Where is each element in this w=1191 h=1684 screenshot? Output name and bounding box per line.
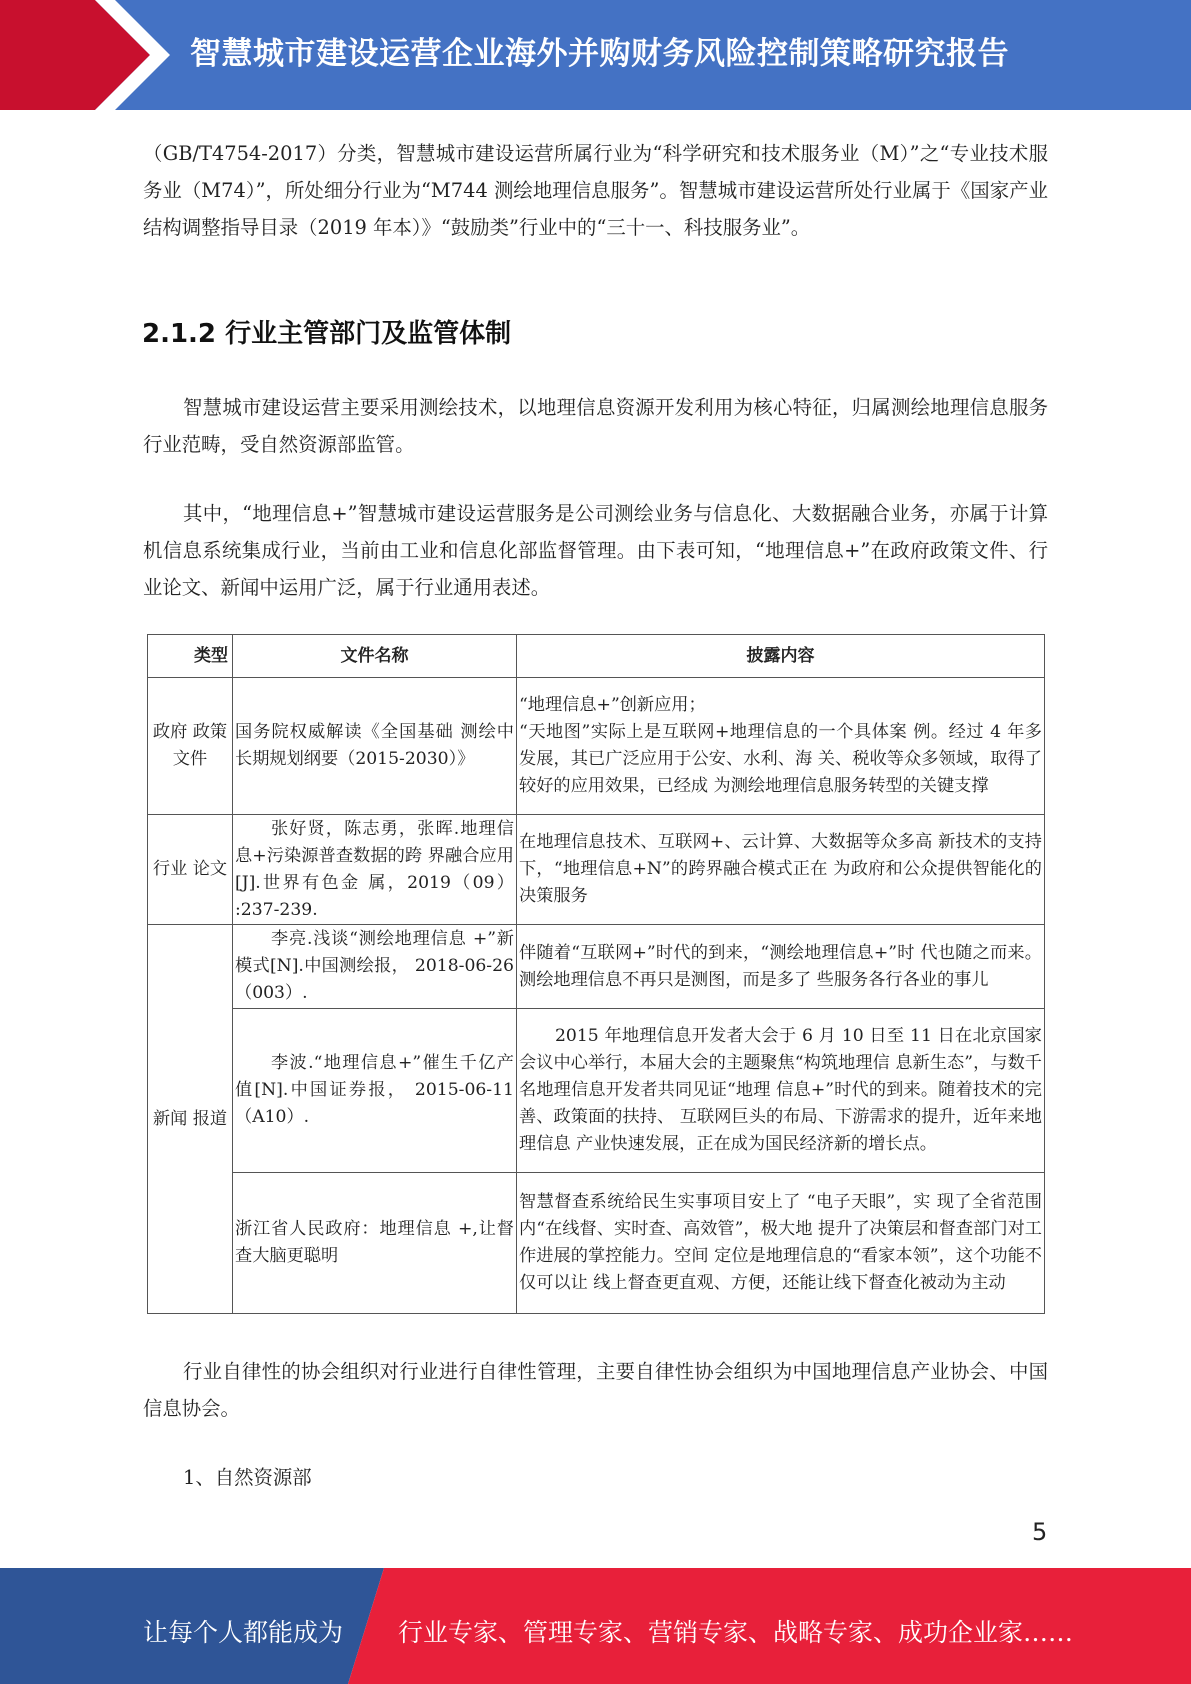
content-cell xyxy=(517,678,1045,815)
doc-cell: 张好贤，陈志勇，张晖.地理信息+污染源普查数据的跨 界融合应用[J].世界有色金 属，2019（09） :237-239. xyxy=(233,815,517,925)
content-line: “天地图”实际上是互联网+地理信息的一个具体案 例。经过 4 年多发展，其已广泛应用于公安、水利、海 关、税收等众多领域，取得了较好的应用效果，已经成 为测绘地理信息服务转型的关键支撑 xyxy=(519,722,1042,796)
table-row xyxy=(148,925,1045,1009)
footer-slogan-left: 让每个人都能成为 xyxy=(143,1618,344,1647)
content-cell: 伴随着“互联网+”时代的到来，“测绘地理信息+”时 代也随之而来。测绘地理信息不再只是测图，而是多了 些服务各行各业的事儿 xyxy=(517,925,1045,1009)
doc-cell: 国务院权威解读《全国基础 测绘中长期规划纲要（2015-2030）》 xyxy=(233,678,517,815)
content-cell: 2015 年地理信息开发者大会于 6 月 10 日至 11 日在北京国家会议中心举行，本届大会的主题聚焦“构筑地理信 息新生态”，与数千名地理信息开发者共同见证“地理 信息+”时代的到来。随着技术的完善、政策面的扶持、 互联网巨头的布局、下游需求的提升，近年来地理信息 产业快速发展，正在成为国民经济新的增长点。 xyxy=(517,1009,1045,1173)
doc-cell: 李波.“地理信息+”催生千亿产值[N].中国证券报， 2015-06-11（A10）. xyxy=(233,1009,517,1173)
type-cell: 政府 政策 文件 xyxy=(148,678,233,815)
table-row xyxy=(148,678,1045,815)
table-row xyxy=(148,1009,1045,1173)
header-type: 类型 xyxy=(148,635,233,678)
section-heading: 2.1.2 行业主管部门及监管体制 xyxy=(142,319,512,349)
table-row xyxy=(148,815,1045,925)
content-cell: 在地理信息技术、互联网+、云计算、大数据等众多高 新技术的支持下，“地理信息+N”的跨界融合模式正在 为政府和公众提供智能化的决策服务 xyxy=(517,815,1045,925)
body-paragraph-1: 智慧城市建设运营主要采用测绘技术，以地理信息资源开发利用为核心特征，归属测绘地理信息服务行业范畴，受自然资源部监管。 xyxy=(143,396,1048,456)
table-row xyxy=(148,1173,1045,1314)
page-header xyxy=(0,0,1191,110)
content-cell: 智慧督查系统给民生实事项目安上了 “电子天眼”，实 现了全省范围内“在线督、实时查、高效管”，极大地 提升了决策层和督查部门对工作进展的掌控能力。空间 定位是地理信息的“看家本领”，这个功能不仅可以让 线上督查更直观、方便，还能让线下督查化被动为主动 xyxy=(517,1173,1045,1314)
page-footer xyxy=(0,1568,1191,1684)
page-number: 5 xyxy=(1032,1518,1048,1546)
report-title: 智慧城市建设运营企业海外并购财务风险控制策略研究报告 xyxy=(190,36,1009,72)
footer-slogan-right: 行业专家、管理专家、营销专家、战略专家、成功企业家…… xyxy=(398,1618,1074,1647)
list-item: 1、自然资源部 xyxy=(183,1466,312,1489)
content-line: “地理信息+”创新应用； xyxy=(519,695,706,715)
doc-cell: 李亮.浅谈“测绘地理信息 +”新模式[N].中国测绘报， 2018-06-26 （003）. xyxy=(233,925,517,1009)
intro-paragraph: （GB/T4754-2017）分类，智慧城市建设运营所属行业为“科学研究和技术服务业（M）”之“专业技术服务业（M74）”，所处细分行业为“M744 测绘地理信息服务”。智慧城市建设运营所处行业属于《国家产业结构调整指导目录（2019 年本）》“鼓励类”行业中的“三十一、科技服务业”。 xyxy=(143,142,1048,239)
doc-cell: 浙江省人民政府：地理信息 +,让督查大脑更聪明 xyxy=(233,1173,517,1314)
table-header-row xyxy=(148,635,1045,678)
header-doc-name: 文件名称 xyxy=(233,635,517,678)
disclosure-table xyxy=(147,634,1045,1314)
type-cell: 行业 论文 xyxy=(148,815,233,925)
header-content: 披露内容 xyxy=(517,635,1045,678)
closing-paragraph: 行业自律性的协会组织对行业进行自律性管理，主要自律性协会组织为中国地理信息产业协会、中国信息协会。 xyxy=(143,1360,1048,1420)
body-paragraph-2: 其中，“地理信息+”智慧城市建设运营服务是公司测绘业务与信息化、大数据融合业务，亦属于计算机信息系统集成行业，当前由工业和信息化部监督管理。由下表可知，“地理信息+”在政府政策文件、行业论文、新闻中运用广泛，属于行业通用表述。 xyxy=(143,502,1048,599)
type-cell: 新闻 报道 xyxy=(148,925,233,1314)
